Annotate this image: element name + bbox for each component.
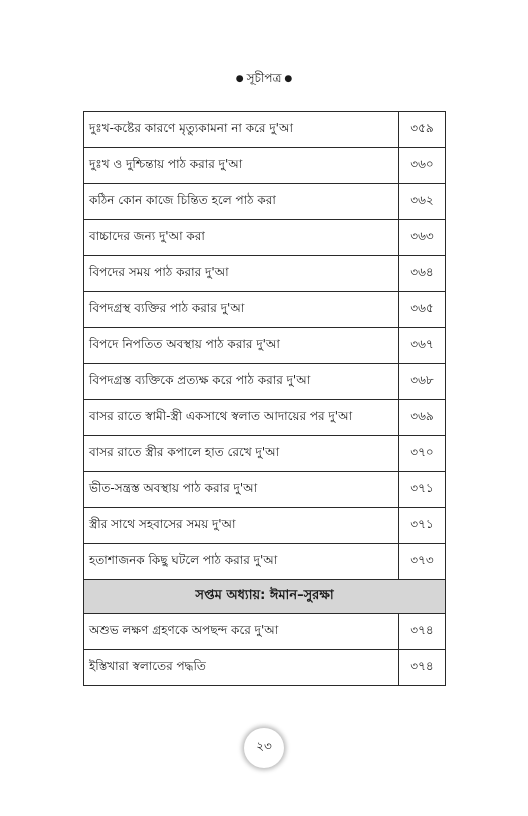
entry-page: ৩৬৪	[399, 256, 446, 292]
entry-title: বিপদে নিপতিত অবস্থায় পাঠ করার দু'আ	[84, 328, 399, 364]
entry-title: বিপদগ্রস্থ ব্যক্তির পাঠ করার দু'আ	[84, 292, 399, 328]
table-row	[84, 544, 446, 580]
table-row	[84, 256, 446, 292]
entry-page: ৩৬০	[399, 148, 446, 184]
bullet-icon: ●	[235, 74, 244, 84]
entry-title: কঠিন কোন কাজে চিন্তিত হলে পাঠ করা	[84, 184, 399, 220]
section-heading: সপ্তম অধ্যায়: ঈমান–সুরক্ষা	[84, 580, 446, 614]
table-row	[84, 184, 446, 220]
table-row	[84, 148, 446, 184]
table-row	[84, 400, 446, 436]
table-row	[84, 292, 446, 328]
table-row	[84, 650, 446, 686]
entry-page: ৩৬২	[399, 184, 446, 220]
entry-title: স্ত্রীর সাথে সহবাসের সময় দু'আ	[84, 508, 399, 544]
contents-table	[83, 111, 446, 686]
entry-page: ৩৭৪	[399, 650, 446, 686]
entry-title: দুঃখ-কষ্টের কারণে মৃত্যুকামনা না করে দু'আ	[84, 112, 399, 148]
entry-title: বাসর রাতে স্ত্রীর কপালে হাত রেখে দু'আ	[84, 436, 399, 472]
table-row	[84, 364, 446, 400]
table-row	[84, 614, 446, 650]
entry-page: ৩৬৮	[399, 364, 446, 400]
page-header-title: সূচীপত্র	[246, 71, 282, 85]
table-row	[84, 436, 446, 472]
entry-title: বাচ্চাদের জন্য দু'আ করা	[84, 220, 399, 256]
page-number-badge	[244, 728, 284, 768]
entry-page: ৩৭০	[399, 436, 446, 472]
entry-title: দুঃখ ও দুশ্চিন্তায় পাঠ করার দু'আ	[84, 148, 399, 184]
entry-title: ইস্তিখারা স্বলাতের পদ্ধতি	[84, 650, 399, 686]
entry-page: ৩৭৩	[399, 544, 446, 580]
entry-page: ৩৬৯	[399, 400, 446, 436]
entry-title: ভীত-সন্ত্রস্ত অবস্থায় পাঠ করার দু'আ	[84, 472, 399, 508]
section-heading-row	[84, 580, 446, 614]
table-row	[84, 508, 446, 544]
table-row	[84, 472, 446, 508]
entry-page: ৩৭৪	[399, 614, 446, 650]
bullet-icon: ●	[284, 74, 293, 84]
table-row	[84, 328, 446, 364]
table-row	[84, 112, 446, 148]
entry-title: বিপদগ্রস্ত ব্যক্তিকে প্রত্যক্ষ করে পাঠ করার দু'আ	[84, 364, 399, 400]
page-number: ২৩	[256, 739, 272, 753]
entry-page: ৩৬৩	[399, 220, 446, 256]
entry-title: হতাশাজনক কিছু ঘটলে পাঠ করার দু'আ	[84, 544, 399, 580]
entry-title: বিপদের সময় পাঠ করার দু'আ	[84, 256, 399, 292]
entry-page: ৩৬৫	[399, 292, 446, 328]
table-row	[84, 220, 446, 256]
page-header	[0, 70, 528, 90]
entry-page: ৩৫৯	[399, 112, 446, 148]
entry-title: অশুভ লক্ষণ গ্রহণকে অপছন্দ করে দু'আ	[84, 614, 399, 650]
entry-page: ৩৭১	[399, 508, 446, 544]
entry-page: ৩৭১	[399, 472, 446, 508]
entry-page: ৩৬৭	[399, 328, 446, 364]
entry-title: বাসর রাতে স্বামী-স্ত্রী একসাথে স্বলাত আদায়ের পর দু'আ	[84, 400, 399, 436]
